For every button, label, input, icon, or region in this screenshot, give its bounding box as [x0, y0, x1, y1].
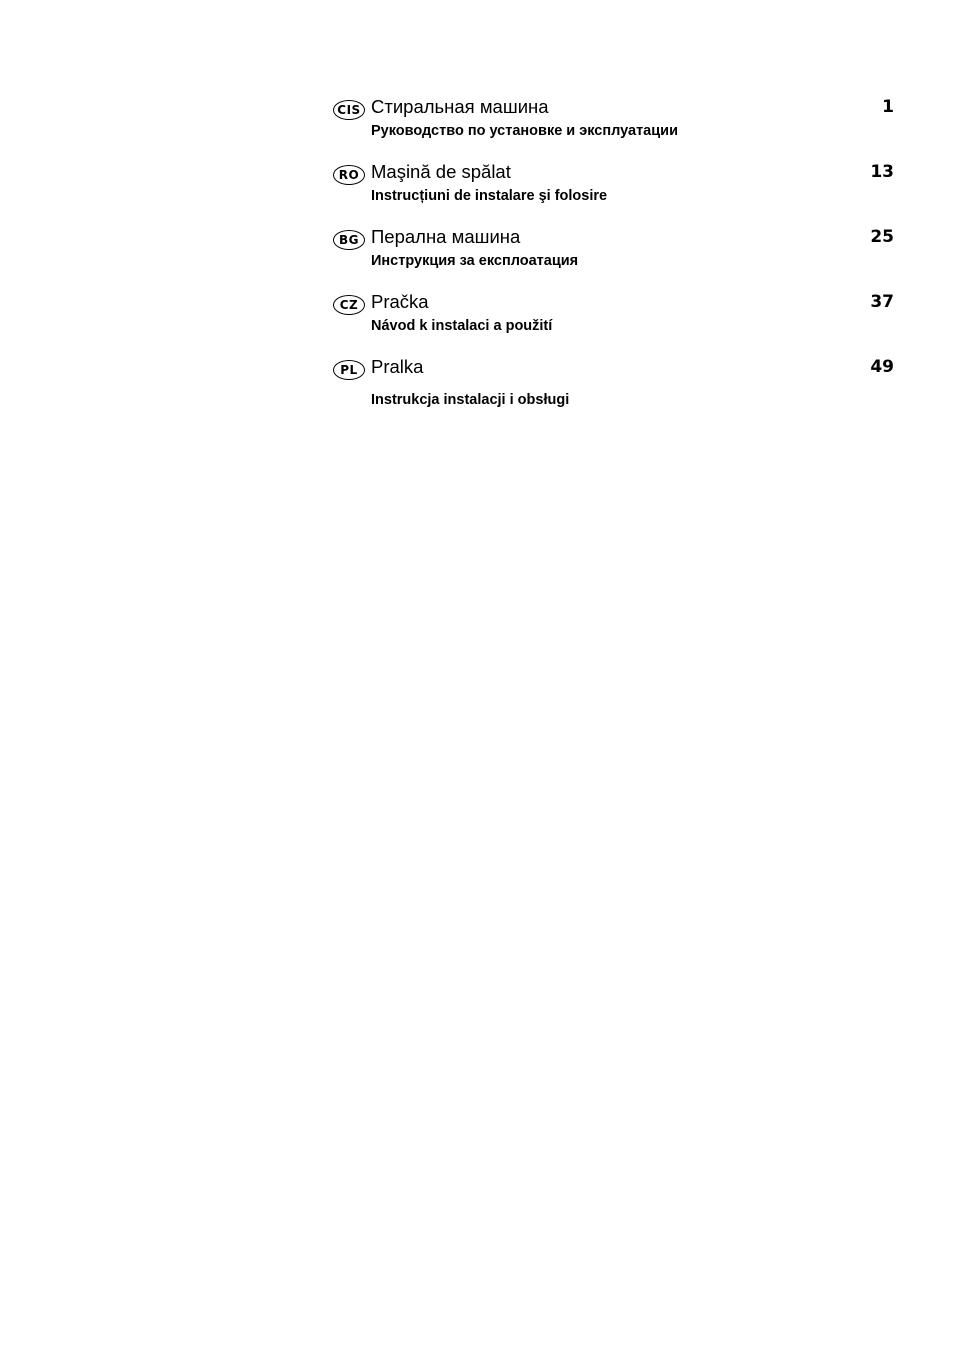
toc-entry-title: Pračka — [371, 291, 429, 312]
toc-entry-title: Maşină de spălat — [371, 161, 511, 182]
toc-entry-subtitle: Návod k instalaci a použití — [371, 318, 553, 334]
toc-entry-ro[interactable] — [333, 160, 894, 225]
toc-entry-title: Перална машина — [371, 226, 521, 247]
language-badge-pl: PL — [333, 360, 365, 380]
toc-entry-subtitle: Instrukcja instalacji i obsługi — [371, 392, 570, 408]
toc-entry-page-number: 13 — [870, 162, 894, 182]
toc-entry-cz[interactable] — [333, 290, 894, 355]
toc-entry-title: Pralka — [371, 356, 424, 377]
language-badge-cz: CZ — [333, 295, 365, 315]
toc-entry-subtitle: Instrucțiuni de instalare şi folosire — [371, 188, 608, 204]
table-of-contents — [333, 95, 894, 435]
language-badge-cis: CIS — [333, 100, 365, 120]
toc-entry-pl[interactable] — [333, 355, 894, 435]
toc-entry-cis[interactable] — [333, 95, 894, 160]
toc-entry-page-number: 1 — [882, 97, 894, 117]
toc-entry-page-number: 37 — [870, 292, 894, 312]
toc-entry-page-number: 25 — [870, 227, 894, 247]
toc-entry-title: Стиральная машина — [371, 96, 549, 117]
toc-entry-subtitle: Руководство по установке и эксплуатации — [371, 123, 678, 139]
language-badge-bg: BG — [333, 230, 365, 250]
toc-entry-subtitle: Инструкция за експлоатация — [371, 253, 579, 269]
toc-entry-page-number: 49 — [870, 357, 894, 377]
language-badge-ro: RO — [333, 165, 365, 185]
toc-entry-bg[interactable] — [333, 225, 894, 290]
